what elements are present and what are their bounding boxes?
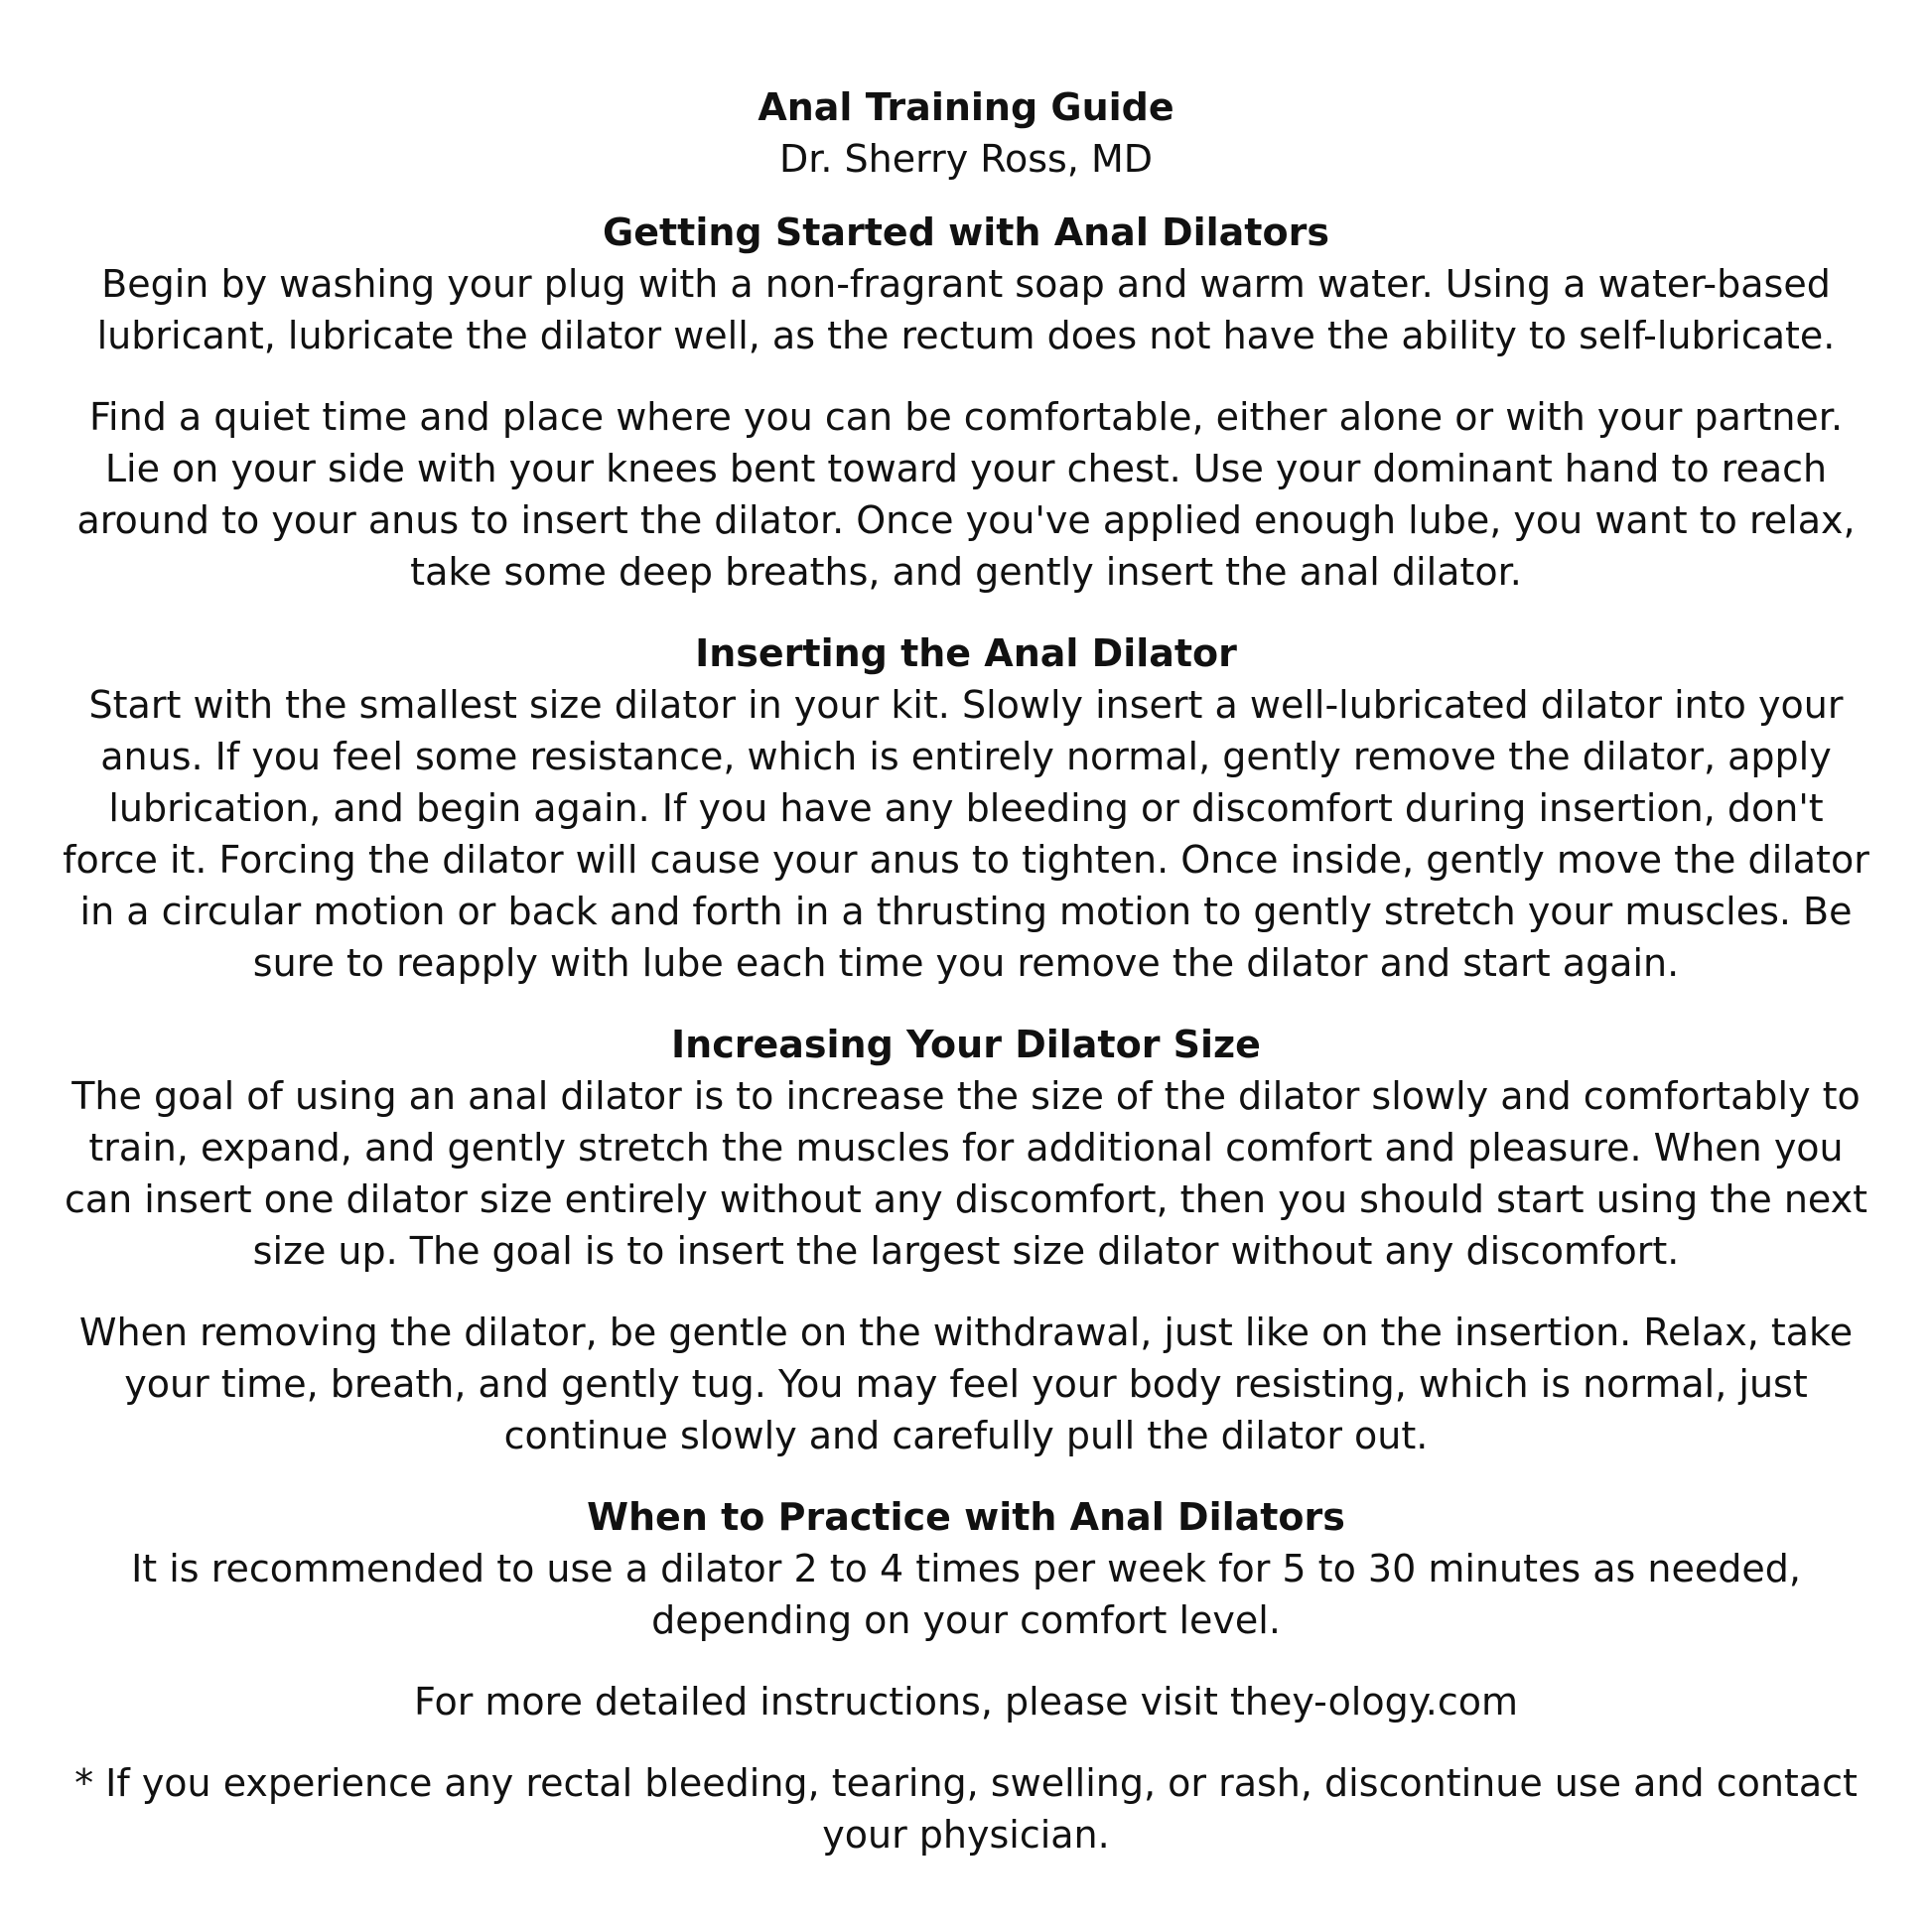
section-heading-increasing: Increasing Your Dilator Size <box>671 1023 1261 1066</box>
more-info-text: For more detailed instructions, please visit they-ology.com <box>413 1680 1519 1724</box>
paragraph: Begin by washing your plug with a non-fragrant soap and warm water. Using a water-based lubricant, lubricate the dilator well, as the rectum does not have the ability to self-lubricate. <box>96 262 1836 357</box>
paragraph: Start with the smallest size dilator in your kit. Slowly insert a well-lubricated dilator into your anus. If you feel some resistance, which is entirely normal, gently remove the dilator, apply lubrication, and begin again. If you have any bleeding or discomfort during insertion, don't force it. Forcing the dilator will cause your anus to tighten. Once inside, gently move the dilator in a circular motion or back and forth in a thrusting motion to gently stretch your muscles. Be sure to reapply with lube each time you remove the dilator and start again. <box>63 683 1869 985</box>
section-heading-getting-started: Getting Started with Anal Dilators <box>603 210 1329 254</box>
section-inserting <box>58 627 1874 989</box>
section-getting-started <box>58 207 1874 598</box>
document-author: Dr. Sherry Ross, MD <box>778 137 1154 181</box>
document-title: Anal Training Guide <box>758 85 1174 129</box>
document-page <box>58 81 1874 1890</box>
section-practice <box>58 1491 1874 1646</box>
paragraph: It is recommended to use a dilator 2 to 4 times per week for 5 to 30 minutes as needed, depending on your comfort level. <box>131 1547 1801 1642</box>
section-heading-practice: When to Practice with Anal Dilators <box>587 1495 1345 1539</box>
paragraph: The goal of using an anal dilator is to increase the size of the dilator slowly and comfortably to train, expand, and gently stretch the muscles for additional comfort and pleasure. When you can insert one dilator size entirely without any discomfort, then you should start using the next size up. The goal is to insert the largest size dilator without any discomfort. <box>64 1074 1868 1273</box>
section-heading-inserting: Inserting the Anal Dilator <box>695 631 1237 675</box>
paragraph: Find a quiet time and place where you can be comfortable, either alone or with your partner. Lie on your side with your knees bent toward your chest. Use your dominant hand to reach around to your anus to insert the dilator. Once you've applied enough lube, you want to relax, take some deep breaths, and gently insert the anal dilator. <box>76 395 1856 594</box>
warning-note: * If you experience any rectal bleeding, tearing, swelling, or rash, discontinue use and contact your physician. <box>74 1761 1858 1857</box>
section-increasing <box>58 1019 1874 1461</box>
paragraph: When removing the dilator, be gentle on the withdrawal, just like on the insertion. Relax, take your time, breath, and gently tug. You may feel your body resisting, which is normal, just continue slowly and carefully pull the dilator out. <box>78 1311 1854 1457</box>
